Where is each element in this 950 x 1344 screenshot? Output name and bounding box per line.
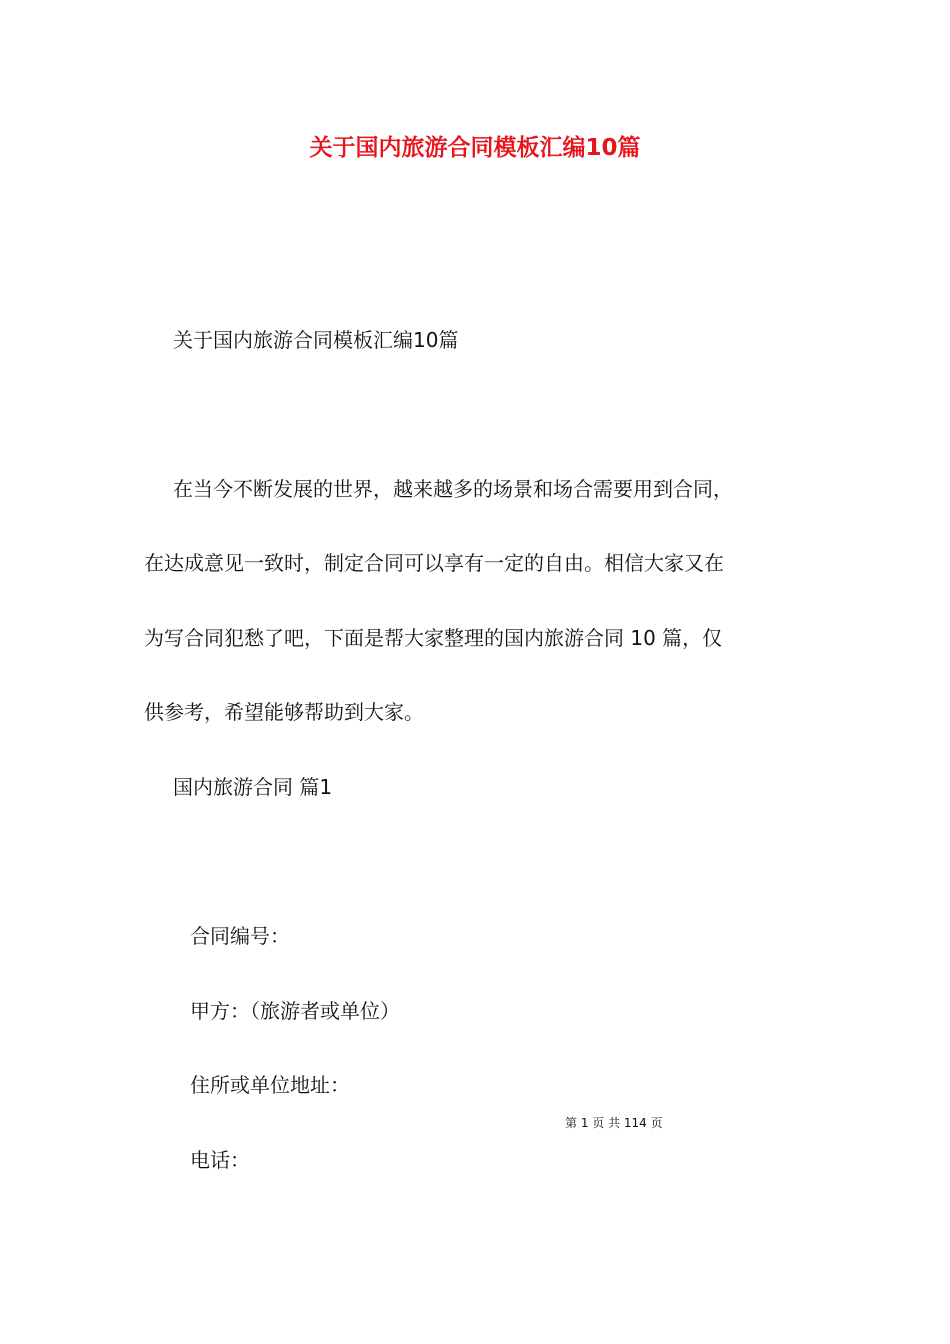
document-title: 关于国内旅游合同模板汇编10篇 (309, 135, 641, 161)
intro-line-4: 供参考，希望能够帮助到大家。 (144, 700, 424, 724)
intro-line-3: 为写合同犯愁了吧，下面是帮大家整理的国内旅游合同 10 篇，仅 (144, 626, 723, 650)
field-phone: 电话： (190, 1148, 250, 1172)
field-address: 住所或单位地址： (190, 1073, 350, 1097)
section-heading: 国内旅游合同 篇1 (173, 775, 333, 799)
page-footer: 第 1 页 共 114 页 (565, 1116, 663, 1130)
intro-line-2: 在达成意见一致时，制定合同可以享有一定的自由。相信大家又在 (144, 551, 724, 575)
document-subtitle: 关于国内旅游合同模板汇编10篇 (173, 328, 459, 352)
field-party-a: 甲方：（旅游者或单位） (190, 999, 400, 1023)
field-contract-number: 合同编号： (190, 924, 290, 948)
intro-line-1: 在当今不断发展的世界，越来越多的场景和场合需要用到合同， (173, 477, 733, 501)
